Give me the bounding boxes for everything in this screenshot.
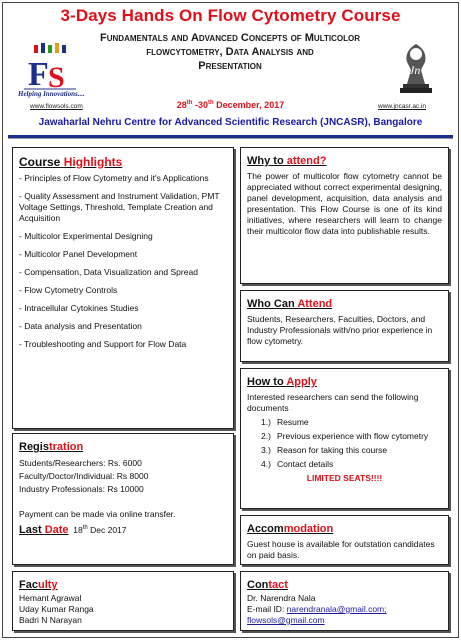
flowsols-tagline: Helping Innovations.... bbox=[18, 90, 85, 98]
svg-text:S: S bbox=[48, 61, 65, 94]
header-divider bbox=[8, 135, 453, 139]
subtitle-line-3: Presentation bbox=[198, 60, 262, 72]
contact-box bbox=[240, 571, 449, 631]
contact-name: Dr. Narendra Nala bbox=[247, 593, 316, 603]
registration-heading: Registration bbox=[19, 441, 84, 453]
contact-heading: Contact bbox=[247, 579, 288, 591]
highlights-heading: Course Highlights bbox=[19, 155, 123, 169]
highlight-item: - Data analysis and Presentation bbox=[19, 321, 142, 331]
who-attend-box bbox=[240, 290, 449, 362]
accommodation-heading: Accommodation bbox=[247, 523, 334, 535]
subtitle-line-1: Fundamentals and Advanced Concepts of Multicolor bbox=[100, 32, 360, 44]
contact-email-line-2 bbox=[247, 615, 442, 626]
faculty-box bbox=[12, 571, 234, 631]
fee-line: Faculty/Doctor/Individual: Rs 8000 bbox=[19, 471, 149, 481]
apply-intro: Interested researchers can send the following documents bbox=[247, 392, 419, 413]
highlight-item: - Troubleshooting and Support for Flow Data bbox=[19, 339, 187, 349]
subtitle-line-2: flowcytometry, Data Analysis and bbox=[146, 46, 314, 58]
accommodation-box bbox=[240, 515, 449, 565]
fee-line: Students/Researchers: Rs. 6000 bbox=[19, 458, 142, 468]
apply-documents-list bbox=[261, 417, 442, 470]
svg-text:Jn: Jn bbox=[409, 63, 421, 77]
course-dates: 28th -30th December, 2017 bbox=[176, 100, 285, 110]
email-link[interactable]: narendranala@gmail.com; bbox=[286, 604, 387, 614]
who-attend-heading: Who Can Attend bbox=[247, 298, 333, 310]
highlights-box bbox=[12, 147, 234, 429]
course-venue: Jawaharlal Nehru Centre for Advanced Scientific Research (JNCASR), Bangalore bbox=[38, 117, 423, 128]
fee-line: Industry Professionals: Rs 10000 bbox=[19, 484, 144, 494]
highlight-item: - Flow Cytometry Controls bbox=[19, 285, 118, 295]
limited-seats-notice: LIMITED SEATS!!!! bbox=[306, 473, 383, 483]
registration-box bbox=[12, 433, 234, 565]
contact-email-line: E-mail ID: narendranala@gmail.com; bbox=[247, 604, 387, 614]
highlight-item: - Quality Assessment and Instrument Validation, PMT Voltage Settings, Threshold, Template Creation and Acquisition bbox=[19, 191, 220, 223]
last-date-label: Last Date bbox=[19, 523, 69, 536]
course-title: 3-Days Hands On Flow Cytometry Course bbox=[60, 6, 401, 25]
how-to-apply-heading: How to Apply bbox=[247, 376, 317, 388]
faculty-name: Uday Kumar Ranga bbox=[19, 604, 94, 614]
faculty-name: Hemant Agrawal bbox=[19, 593, 82, 603]
flowsols-url-link[interactable]: www.flowsols.com bbox=[30, 103, 83, 110]
faculty-name: Badri N Narayan bbox=[19, 615, 82, 625]
list-item: 1.) Resume bbox=[261, 417, 309, 427]
jncasr-logo-icon bbox=[393, 40, 439, 98]
faculty-heading: Faculty bbox=[19, 579, 58, 591]
payment-note: Payment can be made via online transfer. bbox=[19, 509, 176, 519]
accommodation-text: Guest house is available for outstation candidates on paid basis. bbox=[247, 539, 435, 560]
list-item: 3.) Reason for taking this course bbox=[261, 445, 388, 455]
course-subtitle bbox=[70, 31, 390, 73]
highlight-item: - Multicolor Panel Development bbox=[19, 249, 138, 259]
why-attend-box bbox=[240, 147, 449, 284]
how-to-apply-box bbox=[240, 368, 449, 509]
highlight-item: - Intracellular Cytokines Studies bbox=[19, 303, 139, 313]
highlight-item: - Multicolor Experimental Designing bbox=[19, 231, 153, 241]
last-date bbox=[19, 522, 227, 537]
jncasr-url-link[interactable]: www.jncasr.ac.in bbox=[378, 103, 427, 110]
list-item: 4.) Contact details bbox=[261, 459, 334, 469]
highlight-item: - Compensation, Data Visualization and Spread bbox=[19, 267, 198, 277]
list-item: 2.) Previous experience with flow cytometry bbox=[261, 431, 429, 441]
highlight-item: - Principles of Flow Cytometry and it's Applications bbox=[19, 173, 209, 183]
svg-text:F: F bbox=[28, 56, 49, 93]
last-date-value: 18th Dec 2017 bbox=[73, 524, 127, 535]
why-attend-heading: Why to attend? bbox=[247, 155, 327, 167]
who-attend-text: Students, Researchers, Faculties, Doctors, and Industry Professionals with/no prior experience in flow cytometry. bbox=[247, 314, 433, 346]
email-link[interactable]: flowsols@gmail.com bbox=[247, 615, 325, 625]
why-attend-text: The power of multicolor flow cytometry cannot be appreciated without correct experimental designing, panel development, acquisition, data analysis and presentation. This Flow Course is one of its kind initiatives, where researchers will learn to change their multicolor flow data into publishable results. bbox=[247, 171, 442, 236]
